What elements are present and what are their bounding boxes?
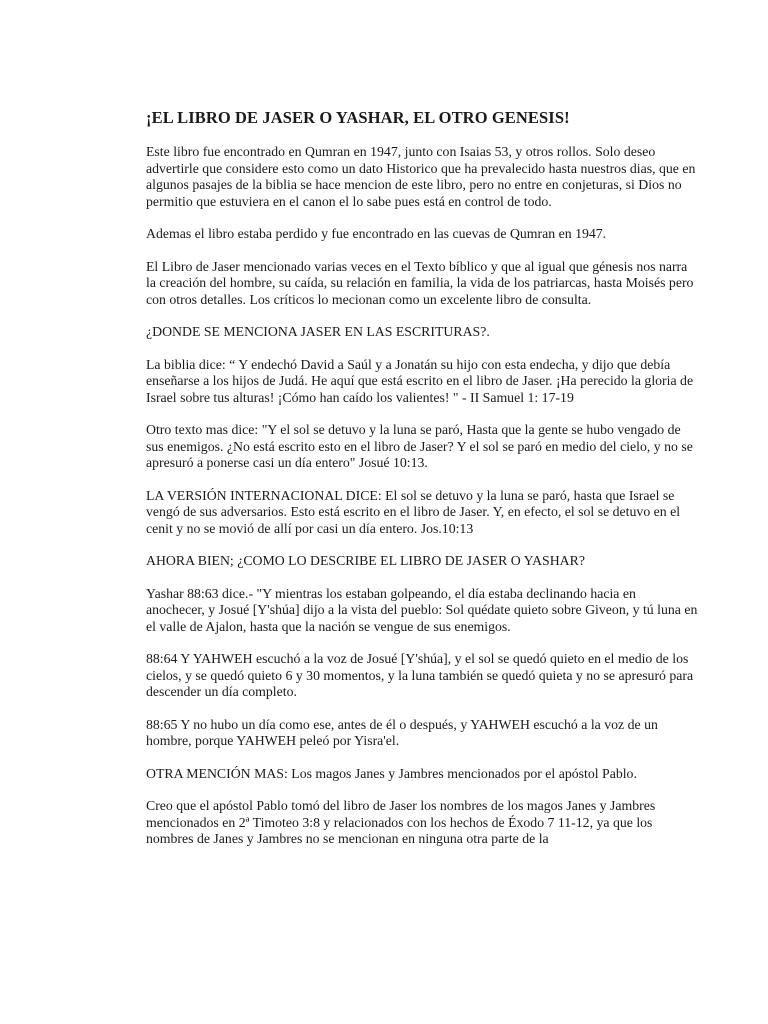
paragraph-janes-jambres: Creo que el apóstol Pablo tomó del libro de Jaser los nombres de los magos Janes y Jambres mencionados en 2ª Timoteo 3:8 y relacionados con los hechos de Éxodo 7 11-12, ya que los nombres de Janes y Jambres no se mencionan en ninguna otra parte de la — [146, 798, 656, 846]
document-title: ¡EL LIBRO DE JASER O YASHAR, EL OTRO GENESIS! — [146, 108, 570, 127]
section-heading-yashar-description: AHORA BIEN; ¿COMO LO DESCRIBE EL LIBRO DE JASER O YASHAR? — [146, 553, 585, 568]
paragraph-josue-quote: Otro texto mas dice: "Y el sol se detuvo y la luna se paró, Hasta que la gente se hubo vengado de sus enemigos. ¿No está escrito esto en el libro de Jaser? Y el sol se paró en medio del cielo, y no se apresuró a ponerse casi un día entero" Josué 10:13. — [146, 422, 693, 470]
paragraph-yashar-88-65: 88:65 Y no hubo un día como ese, antes de él o después, y YAHWEH escuchó a la voz de un hombre, porque YAHWEH peleó por Yisra'el. — [146, 716, 658, 748]
paragraph-description: El Libro de Jaser mencionado varias veces en el Texto bíblico y que al igual que génesis nos narra la creación del hombre, su caída, su relación en familia, la vida de los patriarcas, hasta Moisés pero con otros detalles. Los críticos lo mecionan como un excelente libro de consulta. — [146, 258, 694, 307]
paragraph-yashar-88-64: 88:64 Y YAHWEH escuchó a la voz de Josué [Y'shúa], y el sol se quedó quieto en el medio de los cielos, y se quedó quieto 6 y 30 momentos, y la luna también se quedó quieta y no se apresuró para descender un día completo. — [146, 651, 694, 699]
paragraph-lost-book: Ademas el libro estaba perdido y fue encontrado en las cuevas de Qumran en 1947. — [146, 226, 607, 241]
paragraph-international-version: LA VERSIÓN INTERNACIONAL DICE: El sol se detuvo y la luna se paró, hasta que Israel se vengó de sus adversarios. Esto está escrito en el libro de Jaser. Y, en efecto, el sol se detuvo en el cenit y no se movió de allí por casi un día entero. Jos.10:13 — [146, 487, 681, 536]
paragraph-other-mention: OTRA MENCIÓN MAS: Los magos Janes y Jambres mencionados por el apóstol Pablo. — [146, 765, 637, 781]
paragraph-intro: Este libro fue encontrado en Qumran en 1947, junto con Isaias 53, y otros rollos. Solo deseo advertirle que considere esto como un dato Historico que ha prevalecido hasta nuestros dias, que en algunos pasajes de la biblia se hace mencion de este libro, pero no entre en conjeturas, si Dios no permitio que estuviera en el canon el lo sabe pues está en control de todo. — [146, 144, 696, 209]
section-heading-where-mentioned: ¿DONDE SE MENCIONA JASER EN LAS ESCRITURAS?. — [146, 324, 490, 339]
paragraph-samuel-quote: La biblia dice: “ Y endechó David a Saúl y a Jonatán su hijo con esta endecha, y dijo que debía enseñarse a los hijos de Judá. He aquí que está escrito en el libro de Jaser. ¡Ha perecido la gloria de Israel sobre tus alturas! ¡Cómo han caído los valientes! " - II Samuel 1: 17-19 — [146, 356, 694, 405]
paragraph-yashar-88-63: Yashar 88:63 dice.- "Y mientras los estaban golpeando, el día estaba declinando hacia en anochecer, y Josué [Y'shúa] dijo a la vista del pueblo: Sol quédate quieto sobre Giveon, y tú luna en el valle de Ajalon, hasta que la nación se vengue de sus enemigos. — [146, 585, 698, 634]
